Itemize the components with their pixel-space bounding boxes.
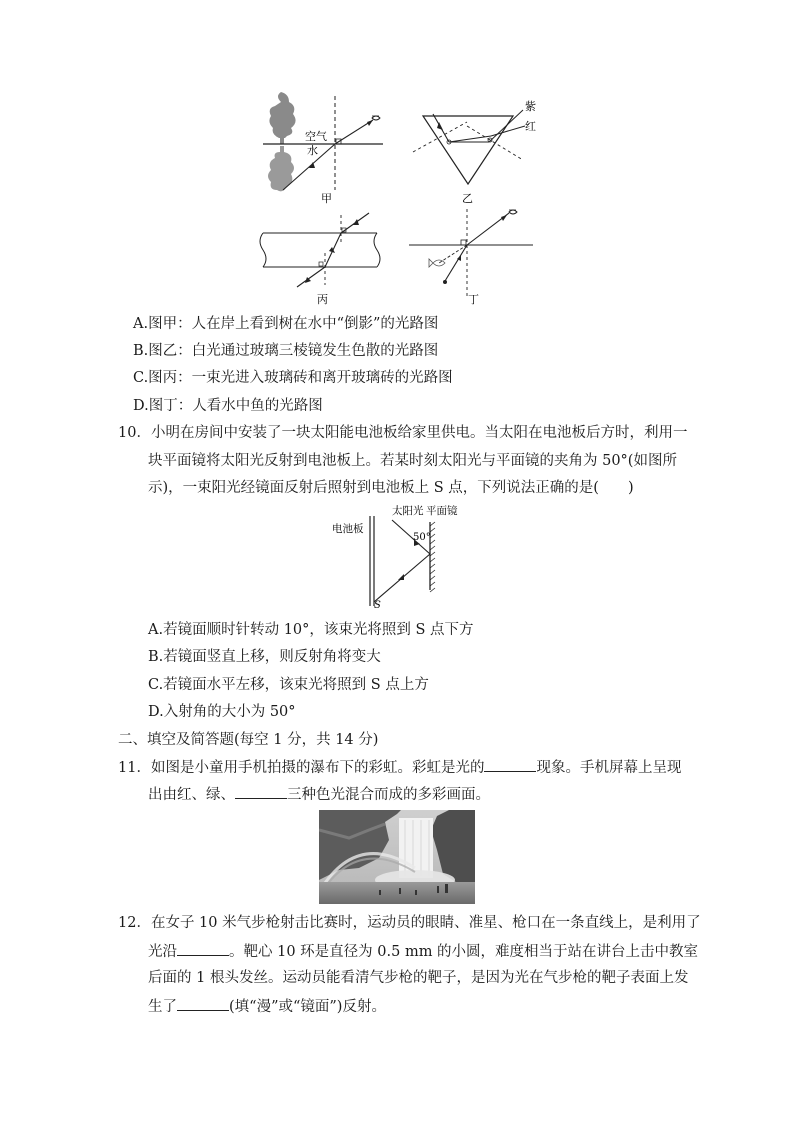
q12-line4: 生了 (填“漫”或“镜面”)反射。 [148, 996, 386, 1017]
eye-icon-2 [509, 210, 517, 214]
q11-line2: 出由红、绿、 三种色光混合而成的多彩画面。 [148, 784, 490, 805]
q9-option-c: C.图丙：一束光进入玻璃砖和离开玻璃砖的光路图 [133, 370, 453, 386]
q10-number: 10． [118, 425, 151, 441]
q9-option-a: A.图甲：人在岸上看到树在水中“倒影”的光路图 [133, 316, 439, 332]
figure-jia [255, 92, 385, 207]
fish-icon [429, 259, 445, 267]
waterfall-rainbow-photo [319, 810, 475, 904]
label-water: 水 [307, 144, 318, 157]
q9-option-d: D.图丁：人看水中鱼的光路图 [133, 398, 323, 414]
q10-label-mirror: 平面镜 [425, 505, 458, 517]
q12-line1: 12．在女子 10 米气步枪射击比赛时，运动员的眼睛、准星、枪口在一条直线上，是利用了 [118, 915, 701, 931]
q11-line1: 11．如图是小童用手机拍摄的瀑布下的彩虹。彩虹是光的 现象。手机屏幕上呈现 [118, 757, 681, 778]
q10-label-panel: 电池板 [332, 523, 364, 535]
label-purple: 紫 [525, 100, 536, 113]
q9-option-b: B.图乙：白光通过玻璃三棱镜发生色散的光路图 [133, 343, 439, 359]
q12-blank-1[interactable] [177, 941, 229, 956]
q10-label-s: S [374, 600, 381, 611]
caption-ding: 丁 [468, 293, 479, 306]
section2-heading: 二、填空及简答题(每空 1 分，共 14 分) [118, 732, 379, 748]
caption-jia: 甲 [321, 192, 332, 205]
q12-line3: 后面的 1 根头发丝。运动员能看清气步枪的靶子，是因为光在气步枪的靶子表面上发 [148, 970, 689, 986]
q10-stem-line1: 10．小明在房间中安装了一块太阳能电池板给家里供电。当太阳在电池板后方时，利用一 [118, 425, 688, 441]
q10-label-sun: 太阳光 [392, 505, 424, 517]
q11-blank-1[interactable] [484, 757, 536, 772]
q12-line2: 光沿 。靶心 10 环是直径为 0.5 mm 的小圆，难度相当于站在讲台上击中教室 [148, 941, 698, 962]
tree-icon [269, 92, 295, 138]
q10-label-angle: 50° [413, 532, 431, 543]
figure-q10 [330, 502, 470, 612]
caption-bing: 丙 [317, 293, 328, 306]
q10-option-c: C.若镜面水平左移，该束光将照到 S 点上方 [148, 677, 429, 693]
q10-stem-line3: 示)，一束阳光经镜面反射后照射到电池板上 S 点，下列说法正确的是( ) [148, 480, 634, 496]
tree-reflection-icon [268, 146, 294, 191]
q11-blank-2[interactable] [235, 784, 287, 799]
q10-stem-line2: 块平面镜将太阳光反射到电池板上。若某时刻太阳光与平面镜的夹角为 50°(如图所 [148, 453, 677, 469]
q12-blank-2[interactable] [177, 996, 229, 1011]
eye-icon [372, 116, 380, 120]
q10-option-b: B.若镜面竖直上移，则反射角将变大 [148, 649, 381, 665]
figure-bing [255, 205, 385, 310]
figure-yi [405, 92, 545, 207]
label-red: 红 [525, 120, 536, 133]
q10-option-a: A.若镜面顺时针转动 10°，该束光将照到 S 点下方 [148, 622, 474, 638]
q10-option-d: D.入射角的大小为 50° [148, 704, 296, 720]
caption-yi: 乙 [462, 192, 473, 205]
figure-ding [405, 205, 545, 310]
label-air: 空气 [305, 130, 327, 143]
